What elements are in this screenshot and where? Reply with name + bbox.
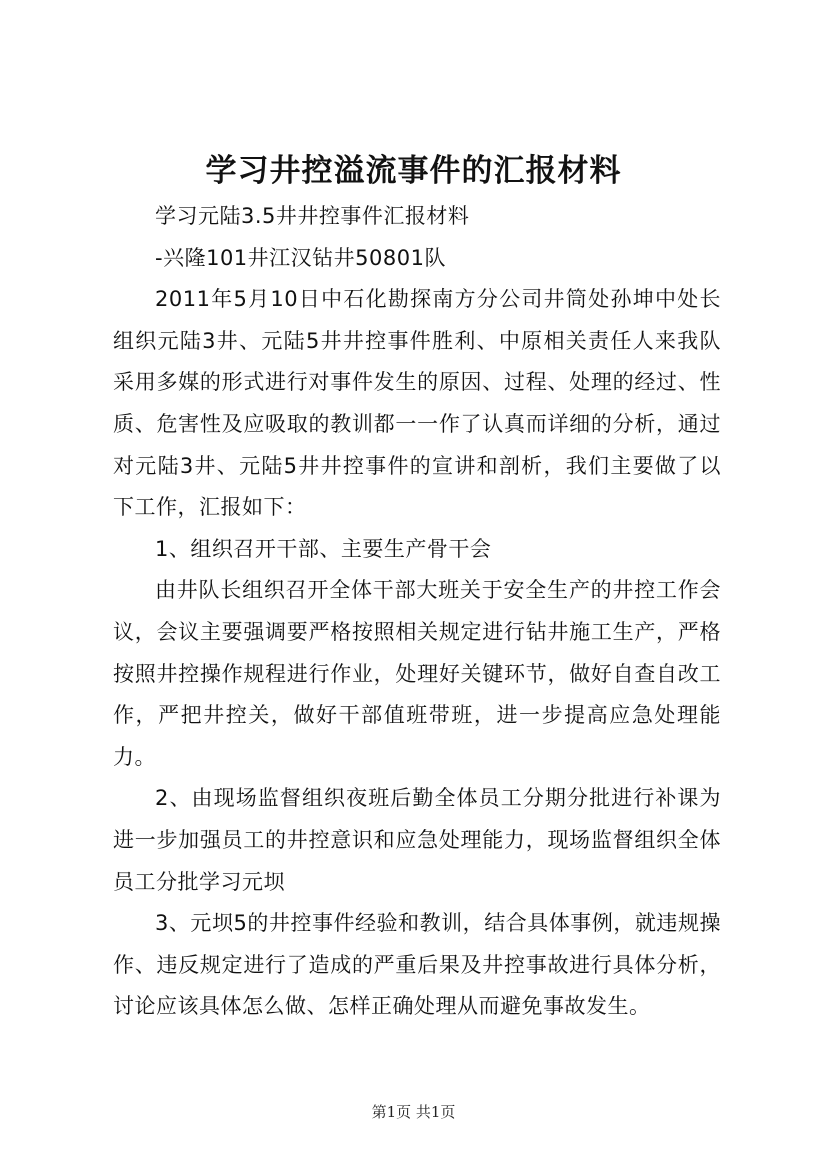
section-paragraph-2: 2、由现场监督组织夜班后勤全体员工分期分批进行补课为进一步加强员工的井控意识和应急处理能力，现场监督组织全体员工分批学习元坝 [113, 786, 721, 894]
intro-paragraph: 2011年5月10日中石化勘探南方分公司井筒处孙坤中处长组织元陆3井、元陆5井井控事件胜利、中原相关责任人来我队采用多媒的形式进行对事件发生的原因、过程、处理的经过、性质、危害性及应吸取的教训都一一作了认真而详细的分析，通过对元陆3井、元陆5井井控事件的宣讲和剖析，我们主要做了以下工作，汇报如下： [113, 287, 721, 520]
page-footer: 第1页 共1页 [371, 1103, 456, 1121]
document-title: 学习井控溢流事件的汇报材料 [205, 153, 622, 189]
section-paragraph-1: 由井队长组织召开全体干部大班关于安全生产的井控工作会议，会议主要强调要严格按照相关规定进行钻井施工生产，严格按照井控操作规程进行作业，处理好关键环节，做好自查自改工作，严把井控关，做好干部值班带班，进一步提高应急处理能力。 [113, 578, 721, 769]
team-line: -兴隆101井江汉钻井50801队 [155, 245, 446, 270]
section-heading-1: 1、组织召开干部、主要生产骨干会 [155, 536, 492, 561]
section-paragraph-3: 3、元坝5的井控事件经验和教训，结合具体事例，就违规操作、违反规定进行了造成的严重后果及井控事故进行具体分析，讨论应该具体怎么做、怎样正确处理从而避免事故发生。 [113, 911, 721, 1019]
document-body [113, 196, 721, 1028]
subtitle: 学习元陆3.5井井控事件汇报材料 [155, 204, 470, 228]
